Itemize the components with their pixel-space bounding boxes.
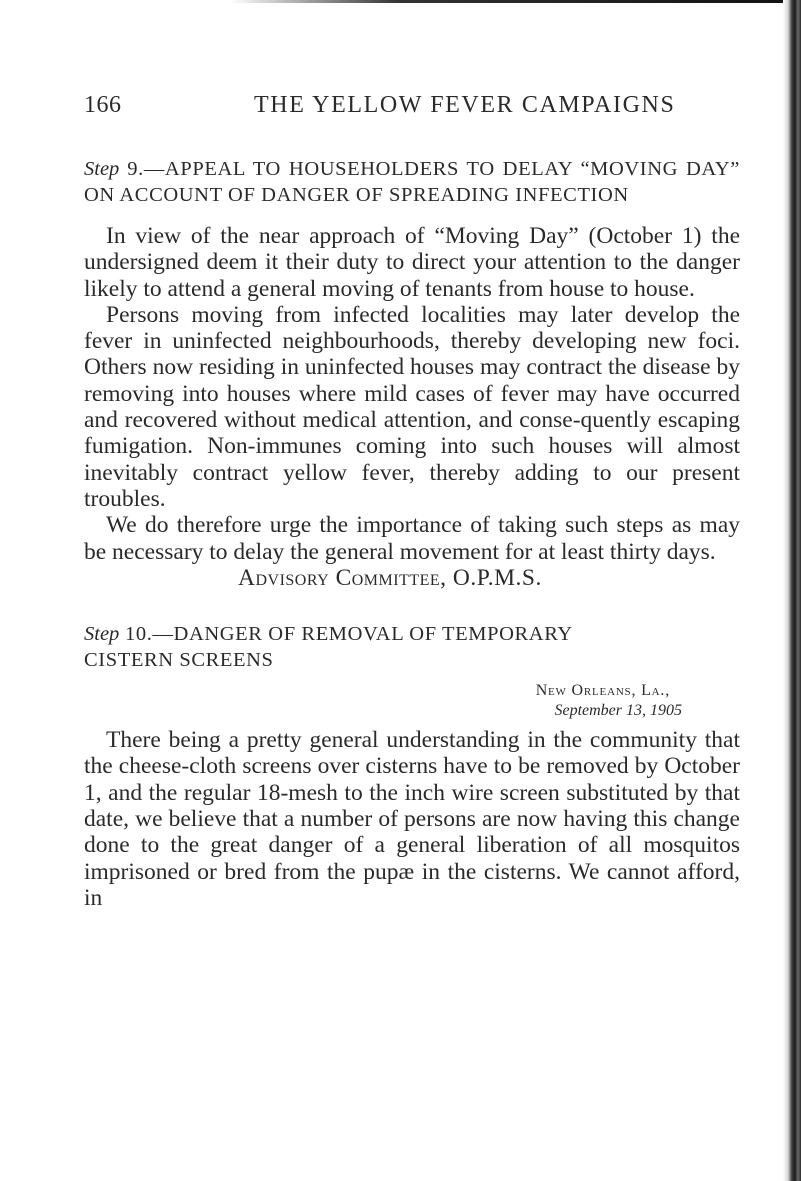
step-9-label: Step [84,158,120,180]
step-9-heading-text: 9.—APPEAL TO HOUSEHOLDERS TO DELAY “MOVING DAY” ON ACCOUNT OF DANGER OF SPREADING INFECTION [84,158,740,206]
running-header [84,92,740,126]
step-9-paragraph-3: We do therefore urge the importance of taking such steps as may be necessary to delay the general movement for at least thirty days. [84,512,740,565]
running-title: THE YELLOW FEVER CAMPAIGNS [254,92,676,118]
step-10-heading [84,621,740,673]
step-9-paragraph-2: Persons moving from infected localities may later develop the fever in uninfected neighbourhoods, thereby developing new foci. Others now residing in uninfected houses may contract the disease by removing into houses where mild cases of fever may have occurred and recovered without medical attention, and conse-quently escaping fumigation. Non-immunes coming into such houses will almost inevitably contract yellow fever, thereby adding to our present troubles. [84,301,740,512]
section-spacer [84,591,740,621]
step-10-heading-line2: CISTERN SCREENS [84,649,274,672]
scan-page-edge [783,0,801,1181]
scan-top-shadow [230,0,790,3]
dateline-date: September 13, 1905 [554,702,682,720]
step-9-heading [84,156,740,208]
dateline-place: New Orleans, La., [535,682,670,700]
step-10-section [84,621,740,911]
step-9-paragraph-1: In view of the near approach of “Moving Day” (October 1) the undersigned deem it their duty to direct your attention to the danger likely to attend a general moving of tenants from house to house. [84,223,740,302]
step-9-signature: Advisory Committee, O.P.M.S. [238,564,542,591]
step-10-heading-text: 10.—DANGER OF REMOVAL OF TEMPORARY [119,623,573,646]
page-number: 166 [84,92,122,118]
book-page [84,92,740,911]
step-10-paragraph-1: There being a pretty general understanding in the community that the cheese-cloth screens over cisterns have to be removed by October 1, and the regular 18-mesh to the inch wire screen substituted by that date, we believe that a number of persons are now having this change done to the great danger of a general liberation of all mosquitos imprisoned or bred from the pupæ in the cisterns. We cannot afford, in [84,727,740,911]
step-10-label: Step [84,623,120,646]
step-9-section [84,156,740,591]
dateline [84,681,682,721]
